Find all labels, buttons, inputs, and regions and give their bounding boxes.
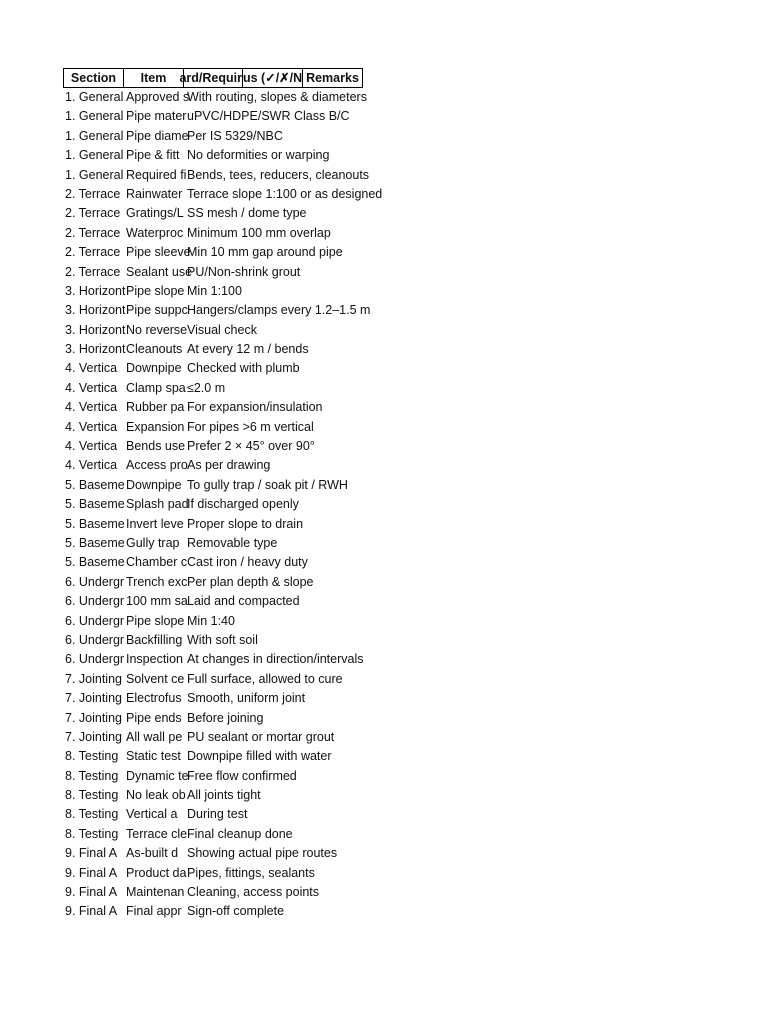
cell-section[interactable]: 6. Undergr — [65, 594, 125, 609]
cell-section[interactable]: 7. Jointing — [65, 691, 122, 706]
cell-item[interactable]: Product da — [126, 865, 187, 880]
cell-section[interactable]: 6. Undergr — [65, 632, 125, 647]
cell-item[interactable]: Pipe diame — [126, 128, 189, 143]
cell-section[interactable]: 8. Testing — [65, 768, 119, 783]
table-row — [63, 495, 382, 514]
cell-section[interactable]: 3. Horizont — [65, 322, 126, 337]
cell-item[interactable]: Pipe slope — [126, 613, 185, 628]
checklist-sheet — [63, 68, 382, 922]
cell-item[interactable]: Splash pad — [126, 497, 189, 512]
cell-section[interactable]: 4. Vertica — [65, 419, 118, 434]
cell-item[interactable]: Waterproc — [126, 225, 184, 240]
cell-standard[interactable]: As per drawing — [187, 458, 271, 473]
cell-section[interactable]: 2. Terrace — [65, 225, 121, 240]
cell-standard[interactable]: For expansion/insulation — [187, 400, 323, 415]
table-row — [63, 127, 382, 146]
cell-standard[interactable]: To gully trap / soak pit / RWH — [187, 477, 348, 492]
cell-item[interactable]: Vertical a — [126, 807, 178, 822]
cell-section[interactable]: 2. Terrace — [65, 186, 121, 201]
cell-standard[interactable]: Laid and compacted — [187, 594, 300, 609]
cell-standard[interactable]: Terrace slope 1:100 or as designed — [187, 186, 383, 201]
cell-item[interactable]: Pipe & fitt — [126, 148, 180, 163]
cell-standard[interactable]: Min 1:40 — [187, 613, 235, 628]
table-row — [63, 902, 382, 921]
cell-standard[interactable]: If discharged openly — [187, 497, 299, 512]
cell-standard[interactable]: During test — [187, 807, 248, 822]
cell-item[interactable]: Trench exc — [126, 574, 188, 589]
cell-standard[interactable]: Before joining — [187, 710, 264, 725]
cell-item[interactable]: Sealant use — [126, 264, 193, 279]
cell-section[interactable]: 9. Final A — [65, 885, 118, 900]
cell-standard[interactable]: Prefer 2 × 45° over 90° — [187, 439, 315, 454]
cell-section[interactable]: 3. Horizont — [65, 342, 126, 357]
cell-standard[interactable]: PU/Non-shrink grout — [187, 264, 301, 279]
checklist-rows — [63, 88, 382, 922]
cell-section[interactable]: 6. Undergr — [65, 652, 125, 667]
cell-item[interactable]: Final appr — [126, 904, 182, 919]
table-row — [63, 650, 382, 669]
cell-section[interactable]: 8. Testing — [65, 749, 119, 764]
cell-section[interactable]: 6. Undergr — [65, 574, 125, 589]
cell-item[interactable]: 100 mm sa — [126, 594, 188, 609]
table-row — [63, 825, 382, 844]
cell-standard[interactable]: All joints tight — [187, 788, 261, 803]
table-row — [63, 805, 382, 824]
cell-item[interactable]: Required fi — [126, 167, 187, 182]
cell-standard[interactable]: ≤2.0 m — [187, 380, 226, 395]
cell-item[interactable]: All wall pe — [126, 729, 183, 744]
table-row — [63, 379, 382, 398]
cell-section[interactable]: 3. Horizont — [65, 283, 126, 298]
table-row — [63, 204, 382, 223]
cell-item[interactable]: Gully trap — [126, 535, 180, 550]
cell-standard[interactable]: Bends, tees, reducers, cleanouts — [187, 167, 370, 182]
cell-standard[interactable]: Full surface, allowed to cure — [187, 671, 343, 686]
cell-standard[interactable]: At changes in direction/intervals — [187, 652, 364, 667]
cell-section[interactable]: 8. Testing — [65, 807, 119, 822]
cell-item[interactable]: Downpipe — [126, 477, 182, 492]
cell-section[interactable]: 5. Baseme — [65, 535, 125, 550]
table-row — [63, 166, 382, 185]
cell-section[interactable]: 1. General — [65, 148, 124, 163]
cell-section[interactable]: 9. Final A — [65, 865, 118, 880]
table-row — [63, 747, 382, 766]
cell-item[interactable]: As-built d — [126, 846, 179, 861]
cell-standard[interactable]: Checked with plumb — [187, 361, 300, 376]
cell-item[interactable]: Expansion — [126, 419, 185, 434]
cell-standard[interactable]: Smooth, uniform joint — [187, 691, 306, 706]
table-row — [63, 437, 382, 456]
cell-section[interactable]: 5. Baseme — [65, 555, 125, 570]
cell-section[interactable]: 1. General — [65, 90, 124, 104]
cell-item[interactable]: Access pro — [126, 458, 188, 473]
cell-item[interactable]: Rubber pa — [126, 400, 185, 415]
cell-section[interactable]: 2. Terrace — [65, 206, 121, 221]
cell-section[interactable]: 6. Undergr — [65, 613, 125, 628]
cell-section[interactable]: 4. Vertica — [65, 380, 118, 395]
cell-section[interactable]: 7. Jointing — [65, 729, 122, 744]
table-row — [63, 456, 382, 475]
cell-section[interactable]: 1. General — [65, 167, 124, 182]
cell-item[interactable]: Downpipe — [126, 361, 182, 376]
cell-standard[interactable]: Showing actual pipe routes — [187, 846, 338, 861]
cell-item[interactable]: Pipe suppc — [126, 303, 188, 318]
table-row — [63, 573, 382, 592]
header-standard-label: ard/Requir — [179, 71, 242, 85]
cell-section[interactable]: 8. Testing — [65, 826, 119, 841]
table-row — [63, 88, 382, 107]
table-row — [63, 418, 382, 437]
cell-item[interactable]: Clamp spa — [126, 380, 186, 395]
table-row — [63, 321, 382, 340]
table-row — [63, 786, 382, 805]
table-row — [63, 224, 382, 243]
cell-item[interactable]: Invert leve — [126, 516, 184, 531]
table-row — [63, 515, 382, 534]
cell-standard[interactable]: Hangers/clamps every 1.2–1.5 m — [187, 303, 371, 318]
cell-section[interactable]: 2. Terrace — [65, 264, 121, 279]
cell-item[interactable]: Pipe slope — [126, 283, 185, 298]
cell-item[interactable]: Pipe ends — [126, 710, 182, 725]
table-row — [63, 359, 382, 378]
table-row — [63, 185, 382, 204]
header-status[interactable]: us (✓/✗/N — [242, 68, 303, 88]
cell-item[interactable]: Cleanouts — [126, 342, 183, 357]
table-row — [63, 534, 382, 553]
cell-section[interactable]: 7. Jointing — [65, 710, 122, 725]
cell-standard[interactable]: No deformities or warping — [187, 148, 330, 163]
cell-item[interactable]: Dynamic te — [126, 768, 189, 783]
table-row — [63, 592, 382, 611]
table-row — [63, 146, 382, 165]
cell-item[interactable]: No leak ob — [126, 788, 186, 803]
cell-section[interactable]: 9. Final A — [65, 904, 118, 919]
table-row — [63, 844, 382, 863]
table-row — [63, 243, 382, 262]
cell-section[interactable]: 1. General — [65, 128, 124, 143]
cell-section[interactable]: 4. Vertica — [65, 439, 118, 454]
cell-standard[interactable]: For pipes >6 m vertical — [187, 419, 314, 434]
cell-section[interactable]: 5. Baseme — [65, 497, 125, 512]
cell-item[interactable]: Inspection — [126, 652, 183, 667]
cell-section[interactable]: 5. Baseme — [65, 477, 125, 492]
cell-item[interactable]: Backfilling — [126, 632, 183, 647]
cell-standard[interactable]: Per IS 5329/NBC — [187, 128, 283, 143]
cell-standard[interactable]: Cleaning, access points — [187, 885, 320, 900]
header-row — [63, 68, 382, 88]
table-row — [63, 553, 382, 572]
cell-section[interactable]: 4. Vertica — [65, 361, 118, 376]
cell-standard[interactable]: Final cleanup done — [187, 826, 293, 841]
table-row — [63, 670, 382, 689]
table-row — [63, 709, 382, 728]
cell-standard[interactable]: Downpipe filled with water — [187, 749, 332, 764]
table-row — [63, 107, 382, 126]
cell-standard[interactable]: Removable type — [187, 535, 278, 550]
table-row — [63, 282, 382, 301]
cell-section[interactable]: 3. Horizont — [65, 303, 126, 318]
cell-standard[interactable]: SS mesh / dome type — [187, 206, 307, 221]
cell-section[interactable]: 5. Baseme — [65, 516, 125, 531]
cell-standard[interactable]: PU sealant or mortar grout — [187, 729, 335, 744]
cell-item[interactable]: Electrofus — [126, 691, 182, 706]
cell-standard[interactable]: Visual check — [187, 322, 257, 337]
cell-standard[interactable]: Proper slope to drain — [187, 516, 304, 531]
cell-section[interactable]: 4. Vertica — [65, 458, 118, 473]
cell-item[interactable]: Solvent ce — [126, 671, 185, 686]
table-row — [63, 728, 382, 747]
cell-standard[interactable]: Per plan depth & slope — [187, 574, 314, 589]
cell-standard[interactable]: At every 12 m / bends — [187, 342, 309, 357]
cell-section[interactable]: 2. Terrace — [65, 245, 121, 260]
table-row — [63, 398, 382, 417]
cell-item[interactable]: Chamber c — [126, 555, 188, 570]
table-row — [63, 340, 382, 359]
cell-item[interactable]: Bends use — [126, 439, 186, 454]
cell-standard[interactable]: Min 1:100 — [187, 283, 242, 298]
header-standard[interactable] — [179, 68, 243, 88]
cell-item[interactable]: No reverse — [126, 322, 188, 337]
table-row — [63, 612, 382, 631]
cell-section[interactable]: 9. Final A — [65, 846, 118, 861]
cell-item[interactable]: Maintenan — [126, 885, 185, 900]
cell-standard[interactable]: uPVC/HDPE/SWR Class B/C — [187, 109, 350, 124]
cell-standard[interactable]: With soft soil — [187, 632, 258, 647]
table-row — [63, 476, 382, 495]
cell-item[interactable]: Pipe sleeve — [126, 245, 191, 260]
cell-standard[interactable]: Min 10 mm gap around pipe — [187, 245, 343, 260]
table-row — [63, 631, 382, 650]
table-row — [63, 864, 382, 883]
table-row — [63, 689, 382, 708]
cell-section[interactable]: 1. General — [65, 109, 124, 124]
table-row — [63, 883, 382, 902]
cell-standard[interactable]: Pipes, fittings, sealants — [187, 865, 315, 880]
cell-item[interactable]: Pipe mater — [126, 109, 187, 124]
cell-standard[interactable]: With routing, slopes & diameters — [187, 90, 367, 104]
cell-item[interactable]: Static test — [126, 749, 181, 764]
header-remarks[interactable]: Remarks — [302, 68, 363, 88]
cell-section[interactable]: 4. Vertica — [65, 400, 118, 415]
header-section[interactable]: Section — [63, 68, 124, 88]
cell-item[interactable]: Approved s — [126, 90, 190, 104]
cell-standard[interactable]: Minimum 100 mm overlap — [187, 225, 331, 240]
cell-standard[interactable]: Cast iron / heavy duty — [187, 555, 308, 570]
header-item[interactable]: Item — [123, 68, 184, 88]
table-row — [63, 767, 382, 786]
table-row — [63, 301, 382, 320]
cell-section[interactable]: 7. Jointing — [65, 671, 122, 686]
cell-standard[interactable]: Free flow confirmed — [187, 768, 297, 783]
table-row — [63, 263, 382, 282]
cell-item[interactable]: Terrace cle — [126, 826, 188, 841]
cell-standard[interactable]: Sign-off complete — [187, 904, 285, 919]
cell-item[interactable]: Gratings/L — [126, 206, 184, 221]
cell-section[interactable]: 8. Testing — [65, 788, 119, 803]
cell-item[interactable]: Rainwater — [126, 186, 183, 201]
